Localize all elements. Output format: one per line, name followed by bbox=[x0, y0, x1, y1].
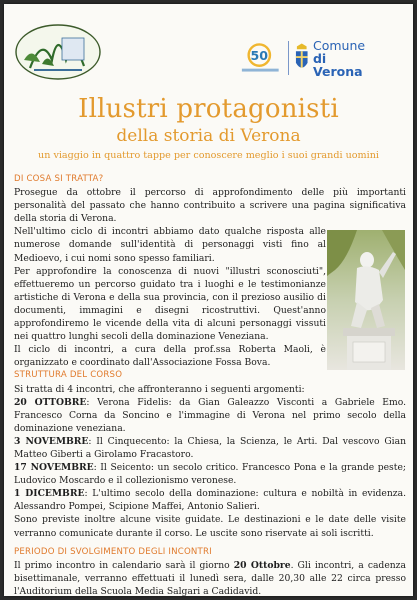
comune-line1: Comune bbox=[312, 37, 366, 53]
meeting-2-text: : Il Cinquecento: la Chiesa, la Scienza, le Arti. Dal vescovo Gian Matteo Giberti a Girolamo Fracastoro. bbox=[14, 435, 406, 460]
anniversary-number: 50 bbox=[250, 47, 269, 63]
section-heading-what: DI COSA SI TRATTA? bbox=[14, 174, 104, 184]
meeting-4-text: : L'ultimo secolo della dominazione: cultura e nobiltà in evidenza. Alessandro Pompei, Scipione Maffei, Antonio Salieri. bbox=[14, 488, 406, 513]
meeting-1-date: 20 OTTOBRE bbox=[14, 396, 87, 408]
page-subtitle: della storia di Verona bbox=[116, 126, 301, 146]
intro-paragraph: Prosegue da ottobre il percorso di approfondimento delle più importanti personalità del passato che hanno contribuito a scrivere una pagina significativa della storia di Verona. bbox=[14, 187, 406, 225]
period-paragraph: Il primo incontro in calendario sarà il giorno 20 Ottobre. Gli incontri, a cadenza bisettimanale, verranno effettuati il lunedì sera, dalle 20,30 alle 22 circa presso l'Auditorium della Scuola Media Salgari a Cadidavid. bbox=[14, 559, 406, 596]
new-course-paragraph: Per approfondire la conoscenza di nuovi "illustri sconosciuti", effettueremo un percorso guidato tra i luoghi e le testimonianze artistiche di Verona e della sua provincia, con il prezioso ausilio di documenti, immagini e disegni ricostruttivi. Quest'anno approfondiremo le vicende della vita di alcuni personaggi vissuti nei quattro lunghi secoli della dominazione Veneziana. bbox=[14, 265, 326, 343]
comune-di-verona-logo bbox=[238, 38, 378, 78]
page-tagline: un viaggio in quattro tappe per conoscere meglio i suoi grandi uomini bbox=[38, 150, 379, 161]
meeting-1-text: : Verona Fidelis: da Gian Galeazzo Visconti a Gabriele Emo. Francesco Corna da Soncino e l'immagine di Verona nel primo secolo della dominazione veneziana. bbox=[14, 396, 406, 434]
first-meeting-date: 20 Ottobre bbox=[233, 559, 291, 571]
meeting-2 bbox=[14, 435, 406, 461]
anniversary-50-icon bbox=[238, 41, 283, 75]
meeting-2-date: 3 NOVEMBRE bbox=[14, 435, 89, 447]
section-heading-period: PERIODO DI SVOLGIMENTO DEGLI INCONTRI bbox=[14, 546, 212, 557]
association-logo-icon bbox=[12, 16, 102, 84]
comune-line2: di Verona bbox=[312, 50, 363, 79]
verona-crest-icon bbox=[294, 43, 309, 73]
meeting-1 bbox=[14, 396, 406, 435]
visits-paragraph: Sono previste inoltre alcune visite guidate. Le destinazioni e le date delle visite verranno comunicate durante il corso. Le uscite sono riservate ai soli iscritti. bbox=[14, 514, 406, 539]
logo-separator bbox=[288, 41, 289, 75]
statue-photo bbox=[327, 230, 405, 370]
meeting-4-date: 1 DICEMBRE bbox=[14, 488, 85, 500]
last-cycle-paragraph: Nell'ultimo ciclo di incontri abbiamo dato qualche risposta alle numerose domande sull'identità di personaggi visti fino al Medioevo, i cui nomi sono spesso familiari. bbox=[14, 226, 326, 264]
comune-text bbox=[313, 39, 378, 78]
page-title: Illustri protagonisti bbox=[78, 94, 339, 124]
structure-intro: Si tratta di 4 incontri, che affronteranno i seguenti argomenti: bbox=[14, 383, 305, 395]
meeting-4 bbox=[14, 487, 406, 513]
flyer-page bbox=[4, 4, 413, 596]
meeting-3-text: : Il Seicento: un secolo critico. Francesco Pona e la grande peste; Ludovico Moscardo e il collezionismo veronese. bbox=[14, 462, 406, 487]
meeting-3-date: 17 NOVEMBRE bbox=[14, 462, 94, 474]
section-heading-structure: STRUTTURA DEL CORSO bbox=[14, 370, 123, 381]
organizer-paragraph: Il ciclo di incontri, a cura della prof.ssa Roberta Maoli, è organizzato e coordinato dall'Associazione Fossa Bova. bbox=[14, 344, 326, 369]
meeting-3 bbox=[14, 461, 406, 487]
